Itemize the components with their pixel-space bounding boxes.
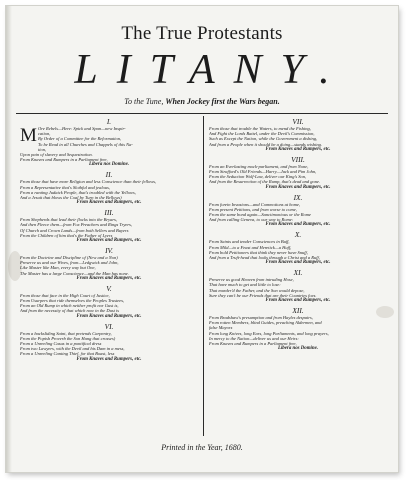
verse-line: From the Children of him that's the Father of Lyers: [20, 232, 113, 238]
verse-line: From present Petitions, and from worse to come,: [209, 206, 297, 212]
broadside-page: [6, 6, 398, 472]
verse-line: From forein Invasions—and Commotions at home,: [209, 201, 301, 207]
stanza-number: X.: [294, 230, 302, 240]
verse-line: From long Knives, long Ears, long Parliaments, and long prayers,: [209, 330, 329, 336]
refrain-line: From Knaves and Rumpers, etc.: [265, 184, 331, 190]
verse-line: From Usurpers that ride themselves the Peoples Trustees,: [20, 298, 125, 304]
drop-cap: M: [20, 125, 37, 146]
subtitle-prefix: To the Tune,: [124, 97, 164, 106]
verse-line: Ore Rebels—Here: Spick and Span—new Inspir-: [38, 126, 126, 131]
verse-line: From Shepherds that lead their flocks into the Bryars,: [20, 217, 118, 223]
verse-line: And from the necessity of that which now in the Dust is: [20, 308, 119, 314]
stanza: [20, 284, 198, 320]
verse-line: By Order of a Committee for the Reformation,: [38, 136, 122, 142]
title-line-2: LITANY.: [74, 47, 349, 93]
stanza: [20, 208, 198, 244]
left-column: [20, 117, 198, 435]
verse-line: Of Church and Crown Lands—from both Sellers and Buyers: [20, 227, 129, 233]
verse-line: From a Unreeling Casus in a pontifical dress: [20, 341, 102, 347]
verse-line: From a Unreeling Canting Thief, for that Boast, less: [20, 351, 115, 357]
verse-line: That murder'd the Father, and the Son would depose,: [209, 287, 305, 293]
right-column: [209, 117, 387, 435]
verse-line: From the Doctrine and Discipline of (New and a Non): [20, 255, 118, 261]
verse-line: tion,: [38, 146, 47, 152]
verse-line: From bold Petitioners that think they never have Snuff,: [209, 249, 308, 255]
verse-line: Sure they can't be our Friends that are their Countries foes.: [209, 292, 317, 298]
refrain-line: From Knaves and Rumpers, etc.: [76, 313, 142, 319]
verse-line: And then Fleece them—from Fox Preachers and Rings Tryers,: [20, 222, 133, 228]
verse-line: From the Popish Proverb the Son Hang that crosses): [20, 335, 116, 341]
verse-line: The Master has a large Conscience—and the Man has none.: [20, 270, 129, 276]
verse-line: From an Everlasting mock-parliament, and from None,: [209, 163, 309, 169]
verse-line: That have much to get and little to lose:: [209, 282, 281, 288]
refrain-line: Libera nos Domine.: [277, 346, 319, 352]
refrain-line: From Knaves and Rumpers, etc.: [76, 200, 142, 206]
verse-line: From those that have more Religion and less Conscience than their fellows,: [20, 179, 157, 185]
verse-line: From Knaves and Rumpers in a Parliament free,: [20, 157, 108, 163]
verse-line: From two Lawyers, with the Devil and his Dam in a mess,: [20, 346, 125, 352]
stanza-number: VI.: [104, 321, 114, 331]
verse-line: And from the Resurrection of the Rump, that's dead and gone.: [209, 179, 321, 185]
refrain-line: From Knaves and Rumpers, etc.: [265, 222, 331, 228]
verse-line: And from calling Geneva, to our way to Rome:: [209, 217, 294, 223]
subtitle: [6, 97, 398, 106]
verse-line: From a Representative that's Slothful and jealous,: [20, 184, 110, 190]
verse-line: Preserve us good Heaven from intruding Hose,: [209, 277, 294, 283]
verse-line: From Strafford's Old Friends—Harry—Jack and Pim John,: [209, 169, 317, 175]
stanza: [209, 306, 387, 352]
verse-line: From a ranting Judaick People, that's troubled with the Yellows,: [20, 189, 136, 195]
stanza: [20, 117, 198, 168]
verse-line: false Mayors: [209, 325, 233, 331]
stanza-number: IV.: [105, 246, 113, 256]
verse-line: From Saints and tender Consciences in Buff,: [209, 239, 290, 245]
verse-line: cation,: [38, 131, 51, 137]
verse-line: And Fight the Lords Battel, under the Devil's Commission,: [209, 131, 315, 137]
verse-line: From those that trouble the Waters, to mend the Fishing,: [209, 126, 311, 131]
stanza-number: V.: [106, 283, 112, 293]
verse-line: Preserve us and our Wives, from—Ledgwick and John,: [20, 260, 119, 266]
top-rule: [16, 113, 388, 114]
verse-line: Like Master like Man, every way but One,: [20, 265, 96, 271]
verse-line: And a Jesuit that blows the Coal by Turn in the Bellows): [20, 195, 122, 201]
verse-line: From the same bond again—Sanctimonious or the Rome: [209, 212, 311, 218]
stanza: [20, 322, 198, 363]
stanza-number: XII.: [292, 306, 304, 316]
refrain-line: From Knaves and Rumpers, etc.: [76, 275, 142, 281]
refrain-line: From Knaves and Rumpers, etc.: [265, 146, 331, 152]
stanza-number: IX.: [293, 192, 303, 202]
stanza-number: VII.: [292, 117, 304, 126]
refrain-line: From Knaves and Rumpers, etc.: [265, 298, 331, 304]
imprint-footer: Printed in the Year, 1680.: [161, 443, 243, 452]
subtitle-tune: When Jockey first the Wars began.: [165, 97, 280, 106]
verse-line: From Bradshaw's presumption and from Hayles despairs,: [209, 315, 313, 321]
verse-line: From a backsliding Saint, that pretends Carpentry,: [20, 330, 112, 336]
verse-line: Upon pain of slavery and Sequestration.: [20, 152, 93, 158]
verse-line: Such as Except the Nation, while the Government a dishing,: [209, 136, 318, 142]
verse-line: From an Old Rump in which neither profit nor Gust is,: [20, 303, 119, 309]
stanza-number: VIII.: [291, 154, 305, 164]
stanza: [20, 246, 198, 282]
verse-line: From rotten Members, blind Guides, preaching Aldermen, and: [209, 320, 322, 326]
title-line-1: The True Protestants: [121, 23, 283, 44]
stanza-number: II.: [105, 170, 113, 180]
stanza: [20, 170, 198, 206]
refrain-line: From Knaves and Rumpers, etc.: [76, 356, 142, 362]
column-divider: [203, 116, 204, 436]
stanza: [209, 155, 387, 191]
refrain-line: Libera nos Domine.: [88, 162, 130, 168]
stanza-number: III.: [104, 208, 114, 218]
stanza: [209, 117, 387, 153]
verse-line: To be Read in all Churches and Chappels of this Na-: [38, 141, 133, 147]
verse-line: And from a People when it should be a doing—stands wishing.: [209, 141, 322, 147]
verse-line: And from a Truft-head that looks through a Christ and a Ruff,: [209, 255, 320, 261]
stanza: [209, 268, 387, 304]
stanza-number: XI.: [293, 268, 303, 278]
stanza: [209, 230, 387, 266]
stanza-number: I.: [106, 117, 112, 126]
verse-line: From Mild—to a Feast and Heretick—a Huff,: [209, 244, 292, 250]
refrain-line: From Knaves and Rumpers, etc.: [265, 260, 331, 266]
refrain-line: From Knaves and Rumpers, etc.: [76, 238, 142, 244]
verse-line: From the Seduction Wolf-Law, deliver our King's Son,: [209, 174, 307, 180]
verse-line: In mercy to the Nation—deliver us and our Heirs:: [209, 335, 299, 341]
stanza: [209, 193, 387, 229]
verse-line: From those that face in the High Court of Justice,: [20, 292, 110, 298]
verse-line: From Knaves and Rumpers in a Parliament free,: [209, 341, 297, 347]
